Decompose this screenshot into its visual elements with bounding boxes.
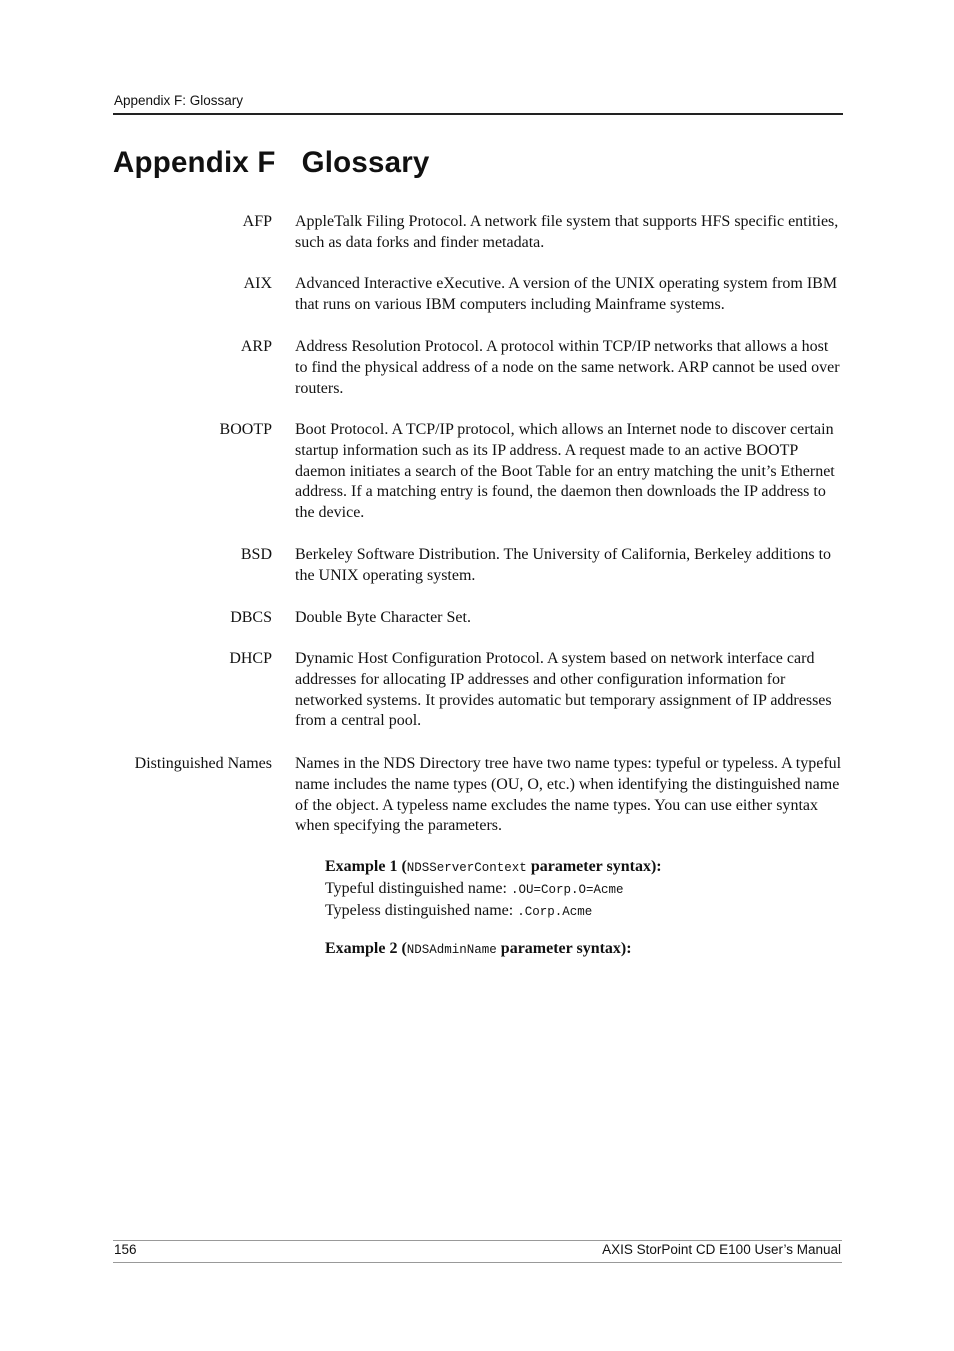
glossary-term: Distinguished Names (134, 755, 272, 772)
example-1-suffix: parameter syntax (530, 858, 651, 875)
header-rule (113, 113, 843, 115)
example-1-label: Example 1 (325, 858, 398, 875)
example-1-param: NDSServerContext (406, 861, 527, 875)
glossary-term: BSD (240, 546, 272, 563)
page-number: 156 (114, 1242, 137, 1257)
example-2-block (325, 939, 845, 961)
example-2-label: Example 2 (325, 940, 398, 957)
glossary-term: DBCS (230, 609, 272, 626)
glossary-term: AFP (242, 213, 272, 230)
glossary-definition: Advanced Interactive eXecutive. A version of the UNIX operating system from IBM that runs on various IBM computers including Mainframe systems. (295, 275, 838, 313)
example-1-heading: Example 1 (NDSServerContext parameter syntax): (325, 858, 662, 875)
example-2-heading: Example 2 (NDSAdminName parameter syntax): (325, 940, 632, 957)
glossary-definition: Dynamic Host Configuration Protocol. A system based on network interface card addresses for allocating IP addresses and other configuration information for networked systems. It provides automatic but temporary assignment of IP addresses from a central pool. (295, 650, 832, 730)
glossary-term: ARP (240, 338, 272, 355)
typeful-line (325, 879, 845, 901)
glossary-definition: Address Resolution Protocol. A protocol within TCP/IP networks that allows a host to find the physical address of a node on the same network. ARP cannot be used over routers. (295, 338, 840, 397)
example-1-block (325, 857, 845, 922)
glossary-term: DHCP (229, 650, 272, 667)
typeless-label: Typeless distinguished name: (325, 901, 518, 919)
appendix-title: Glossary (301, 146, 430, 179)
footer-rule-bottom (113, 1262, 842, 1263)
example-2-param: NDSAdminName (406, 943, 497, 957)
page-title (113, 146, 429, 180)
typeless-value: .Corp.Acme (517, 904, 593, 919)
typeful-label: Typeful distinguished name: (325, 879, 511, 897)
typeful-value: .OU=Corp.O=Acme (510, 882, 624, 897)
glossary-definition: Double Byte Character Set. (295, 609, 471, 626)
typeless-line (325, 901, 845, 923)
glossary-definition: AppleTalk Filing Protocol. A network file system that supports HFS specific entities, such as data forks and finder metadata. (295, 213, 839, 251)
glossary-definition: Boot Protocol. A TCP/IP protocol, which allows an Internet node to discover certain startup information such as its IP address. A request made to an active BOOTP daemon initiates a search of the Boot Table for an entry matching the unit’s Ethernet address. If a matching entry is found, the daemon then downloads the IP address to the device. (295, 421, 835, 522)
running-header: Appendix F: Glossary (114, 93, 244, 108)
glossary-term: BOOTP (219, 421, 272, 438)
manual-title: AXIS StorPoint CD E100 User’s Manual (602, 1242, 841, 1257)
example-2-suffix: parameter syntax (500, 940, 621, 957)
glossary-definition: Names in the NDS Directory tree have two name types: typeful or typeless. A typeful name includes the name types (OU, O, etc.) when identifying the distinguished name of the object. A typeless name excludes the name types. You can use either syntax when specifying the parameters. (295, 755, 842, 835)
glossary-definition: Berkeley Software Distribution. The University of California, Berkeley additions to the UNIX operating system. (295, 546, 832, 584)
footer-rule-top (113, 1240, 842, 1241)
appendix-label: Appendix F (113, 146, 276, 179)
glossary-term: AIX (243, 275, 272, 292)
